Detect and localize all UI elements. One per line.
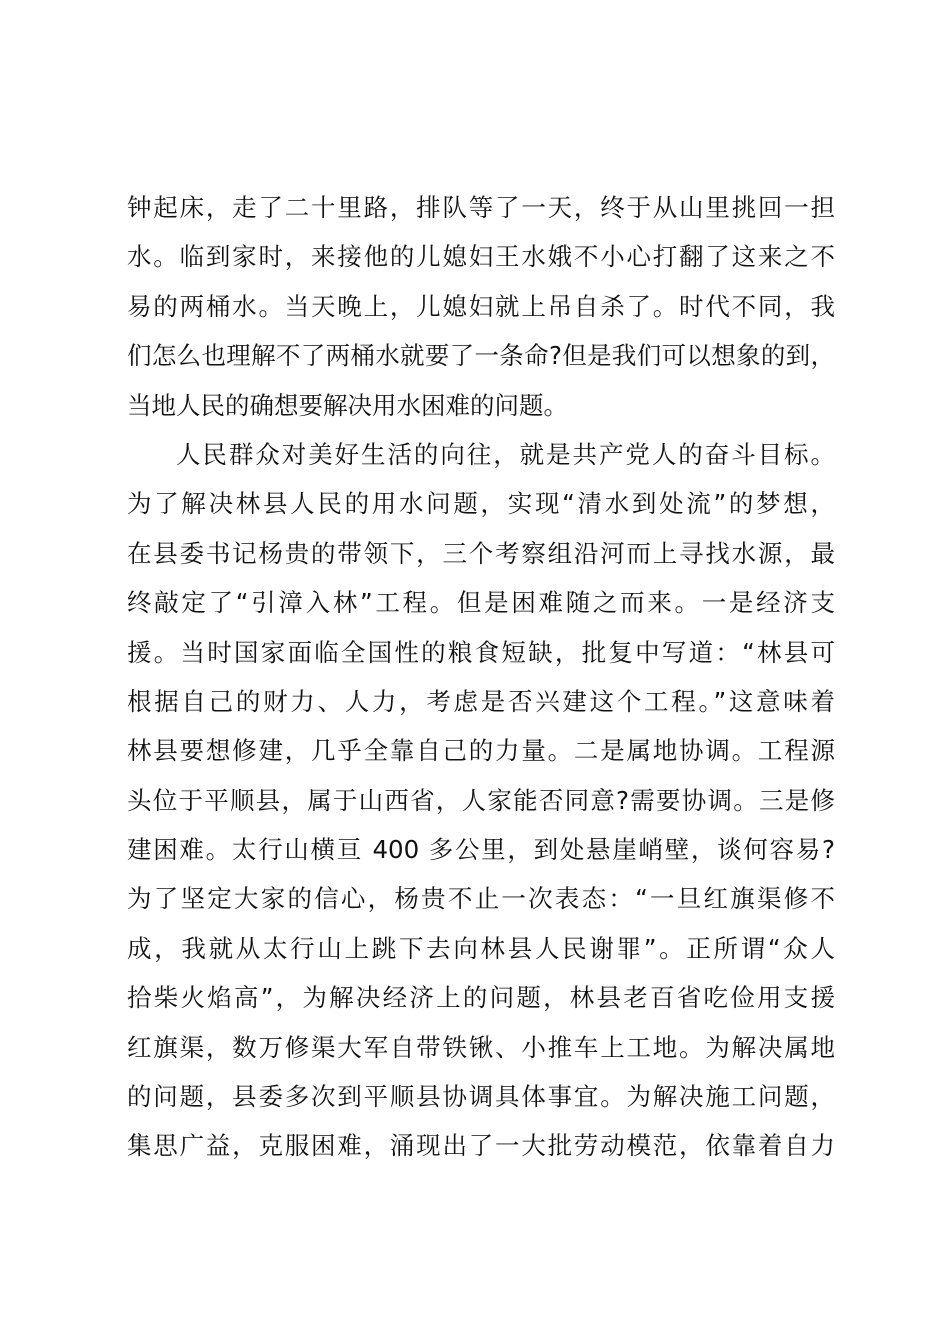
text-line: 们怎么也理解不了两桶水就要了一条命?但是我们可以想象的到， [127, 341, 835, 371]
text-line: 成，我就从太行山上跳下去向林县人民谢罪”。正所谓“众人 [127, 933, 835, 963]
text-line: 终敲定了“引漳入林”工程。但是困难随之而来。一是经济支 [127, 588, 835, 618]
text-line: 水。临到家时，来接他的儿媳妇王水娥不小心打翻了这来之不 [127, 242, 835, 272]
text-line-indented: 人民群众对美好生活的向往，就是共产党人的奋斗目标。 [176, 439, 835, 469]
text-line: 集思广益，克服困难，涌现出了一大批劳动模范，依靠着自力 [127, 1131, 835, 1161]
text-line: 红旗渠，数万修渠大军自带铁锹、小推车上工地。为解决属地 [127, 1032, 835, 1062]
text-line: 易的两桶水。当天晚上，儿媳妇就上吊自杀了。时代不同，我 [127, 291, 835, 321]
body-text [127, 183, 835, 1171]
text-line: 拾柴火焰高”，为解决经济上的问题，林县老百省吃俭用支援 [127, 983, 835, 1013]
text-line: 援。当时国家面临全国性的粮食短缺，批复中写道：“林县可 [127, 637, 835, 667]
text-line: 的问题，县委多次到平顺县协调具体事宜。为解决施工问题， [127, 1082, 835, 1112]
text-line: 为了坚定大家的信心，杨贵不止一次表态：“一旦红旗渠修不 [127, 884, 835, 914]
text-line: 为了解决林县人民的用水问题，实现“清水到处流”的梦想， [127, 489, 835, 519]
text-line: 根据自己的财力、人力，考虑是否兴建这个工程。”这意味着 [127, 686, 835, 716]
text-line: 在县委书记杨贵的带领下，三个考察组沿河而上寻找水源，最 [127, 538, 835, 568]
text-line: 头位于平顺县，属于山西省，人家能否同意?需要协调。三是修 [127, 785, 835, 815]
text-line: 钟起床，走了二十里路，排队等了一天，终于从山里挑回一担 [127, 193, 835, 222]
text-line: 建困难。太行山横亘 400 多公里，到处悬崖峭壁，谈何容易? [127, 835, 835, 865]
text-line: 林县要想修建，几乎全靠自己的力量。二是属地协调。工程源 [127, 736, 835, 766]
text-line: 当地人民的确想要解决用水困难的问题。 [127, 390, 568, 420]
